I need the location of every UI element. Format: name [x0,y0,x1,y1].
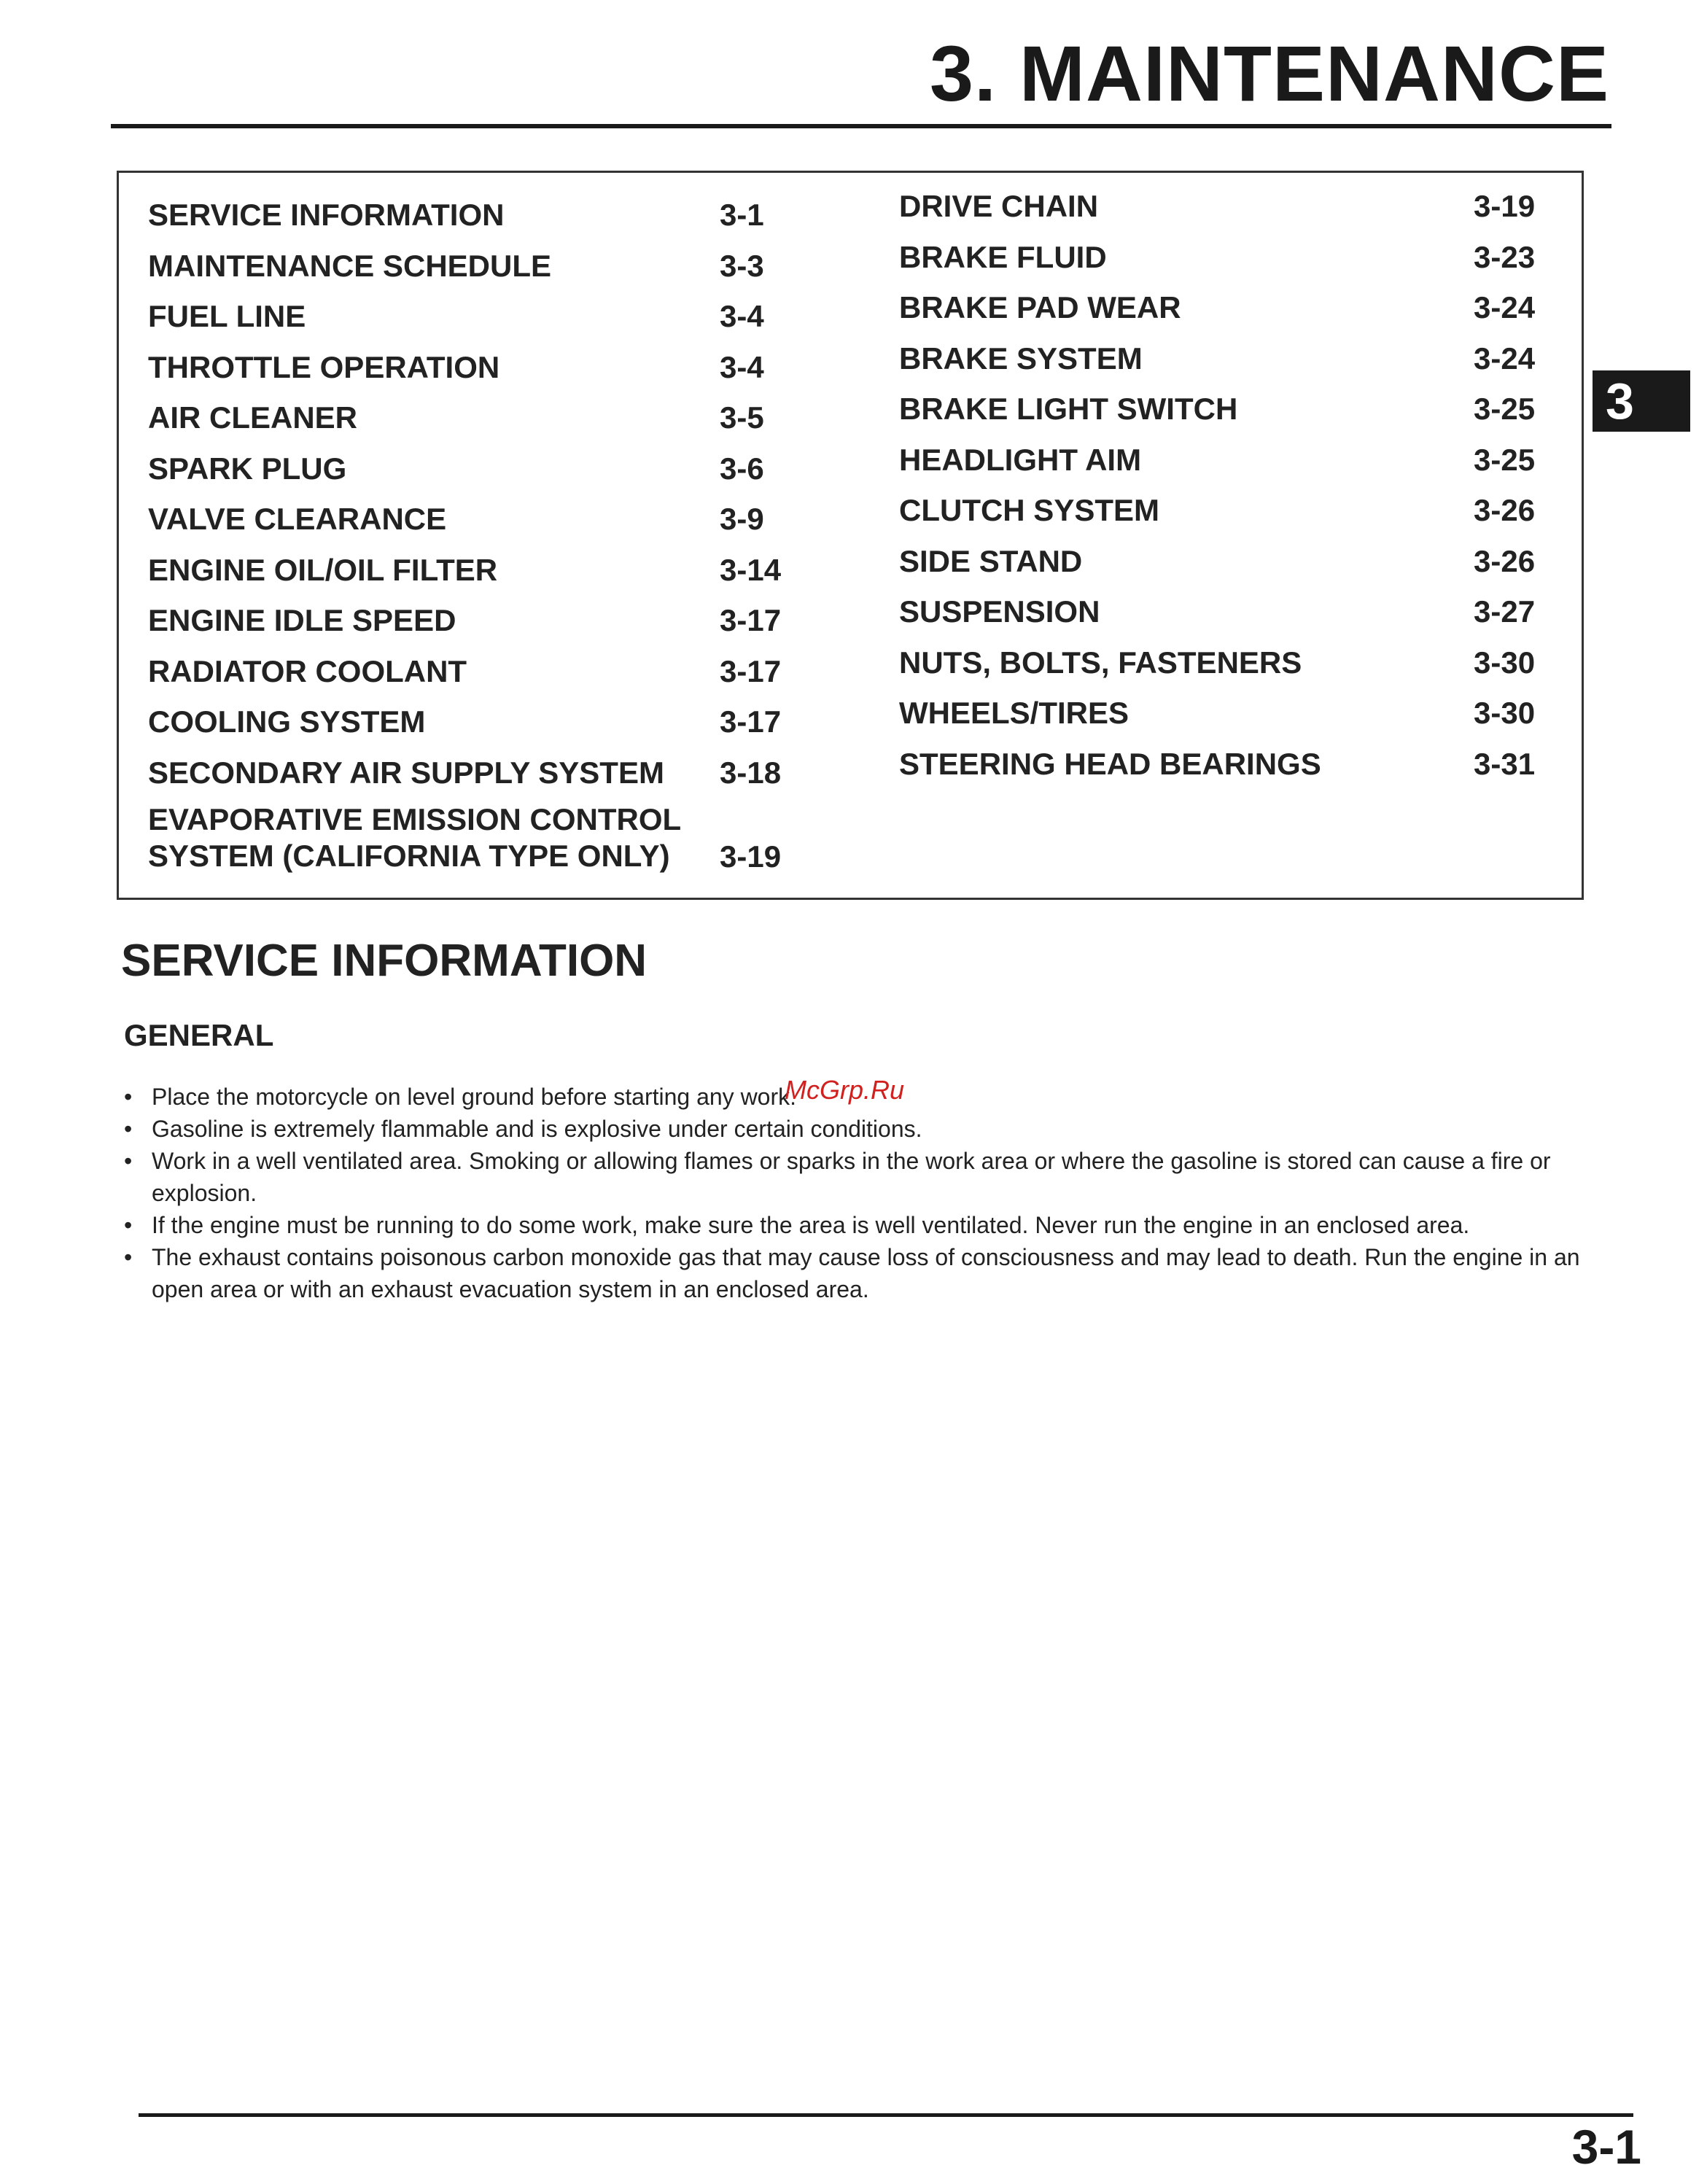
toc-entry[interactable] [899,739,1541,790]
toc-entry[interactable] [899,688,1541,739]
table-of-contents [117,171,1584,900]
watermark: McGrp.Ru [785,1075,905,1105]
toc-entry-label: STEERING HEAD BEARINGS [899,746,1321,781]
toc-entry-page: 3-19 [1474,189,1536,223]
toc-entry-label: SUSPENSION [899,594,1100,629]
toc-entry-page: 3-17 [720,653,782,688]
toc-entry[interactable] [899,435,1541,486]
toc-entry-label: DRIVE CHAIN [899,189,1099,223]
toc-entry-label: SERVICE INFORMATION [148,198,505,232]
toc-entry[interactable] [148,798,804,879]
list-item-text: Work in a well ventilated area. Smoking or allowing flames or sparks in the work area or where the gasoline is stored can cause a fire or explosion. [152,1148,1551,1206]
toc-entry[interactable] [899,537,1541,588]
toc-entry[interactable] [899,587,1541,638]
toc-entry-page: 3-30 [1474,645,1536,680]
toc-entry[interactable] [899,283,1541,334]
bullet-icon: • [124,1148,133,1174]
toc-column-left [148,190,804,879]
toc-entry-page: 3-27 [1474,594,1536,629]
toc-entry-label: HEADLIGHT AIM [899,442,1142,477]
toc-entry-page: 3-24 [1474,341,1536,376]
toc-entry-page: 3-31 [1474,746,1536,781]
toc-entry[interactable] [899,182,1541,233]
general-notes-list [124,1081,1590,1305]
toc-entry[interactable] [148,596,804,647]
toc-entry-label: SECONDARY AIR SUPPLY SYSTEM [148,755,664,790]
section-heading: SERVICE INFORMATION [121,936,648,986]
toc-entry[interactable] [899,486,1541,537]
bullet-icon: • [124,1116,133,1142]
toc-entry-page: 3-26 [1474,493,1536,527]
toc-entry[interactable] [148,190,804,241]
bullet-icon: • [124,1084,133,1110]
toc-entry-label: BRAKE SYSTEM [899,341,1143,376]
toc-column-right [899,182,1541,790]
toc-entry[interactable] [148,444,804,495]
toc-entry[interactable] [148,393,804,444]
toc-entry-label: ENGINE OIL/OIL FILTER [148,552,498,587]
toc-entry-label-line2: SYSTEM (CALIFORNIA TYPE ONLY) [148,839,670,873]
toc-entry-label: ENGINE IDLE SPEED [148,603,456,637]
toc-entry-label: BRAKE FLUID [899,239,1107,274]
toc-entry-page: 3-14 [720,552,782,587]
toc-entry-label: RADIATOR COOLANT [148,653,467,688]
toc-entry-label: AIR CLEANER [148,400,358,435]
toc-entry-label: BRAKE PAD WEAR [899,290,1181,325]
toc-entry-page: 3-30 [1474,696,1536,730]
chapter-title: 3. MAINTENANCE [929,29,1609,117]
toc-entry-label-line1: EVAPORATIVE EMISSION CONTROL [148,802,682,836]
toc-entry-page: 3-9 [720,502,764,536]
toc-entry-label: THROTTLE OPERATION [148,349,500,384]
title-divider [111,124,1611,128]
bullet-icon: • [124,1244,133,1270]
toc-entry-label: NUTS, BOLTS, FASTENERS [899,645,1302,680]
list-item-text: Gasoline is extremely flammable and is explosive under certain conditions. [152,1116,922,1142]
toc-entry-label: SIDE STAND [899,543,1083,578]
toc-entry-page: 3-1 [720,198,764,232]
toc-entry-label: COOLING SYSTEM [148,704,426,739]
toc-entry-page: 3-6 [720,451,764,486]
toc-entry[interactable] [148,241,804,292]
toc-entry-page: 3-19 [720,839,782,874]
page-number: 3-1 [1571,2120,1641,2174]
bullet-icon: • [124,1212,133,1238]
list-item [124,1145,1590,1209]
toc-entry-page: 3-26 [1474,543,1536,578]
list-item-text: The exhaust contains poisonous carbon monoxide gas that may cause loss of consciousness and may lead to death. Run the engine in an open area or with an exhaust evacuation system in an enclosed area. [152,1244,1580,1302]
toc-entry[interactable] [899,638,1541,689]
toc-entry-label: BRAKE LIGHT SWITCH [899,392,1238,426]
list-item-text: If the engine must be running to do some work, make sure the area is well ventilated. Never run the engine in an enclosed area. [152,1212,1470,1238]
list-item [124,1241,1590,1305]
list-item [124,1209,1590,1241]
toc-entry-label [148,801,681,874]
toc-entry-label: VALVE CLEARANCE [148,502,447,536]
toc-entry[interactable] [148,343,804,394]
toc-entry-page: 3-18 [720,755,782,790]
list-item-text: Place the motorcycle on level ground before starting any work. [152,1084,797,1110]
toc-entry-page: 3-25 [1474,442,1536,477]
toc-entry[interactable] [148,494,804,545]
list-item [124,1113,1590,1145]
toc-entry[interactable] [899,233,1541,284]
toc-entry-label: FUEL LINE [148,299,306,333]
sub-heading: GENERAL [124,1018,274,1052]
toc-entry-page: 3-23 [1474,239,1536,274]
toc-entry-label: SPARK PLUG [148,451,347,486]
toc-entry-page: 3-17 [720,704,782,739]
footer-divider [139,2113,1633,2117]
toc-entry-label: CLUTCH SYSTEM [899,493,1159,527]
toc-entry-page: 3-4 [720,299,764,333]
toc-entry-page: 3-4 [720,349,764,384]
toc-entry[interactable] [899,384,1541,435]
toc-entry-page: 3-24 [1474,290,1536,325]
toc-entry-page: 3-25 [1474,392,1536,426]
toc-entry[interactable] [148,545,804,596]
toc-entry-label: MAINTENANCE SCHEDULE [148,248,552,283]
toc-entry-page: 3-5 [720,400,764,435]
toc-entry[interactable] [899,334,1541,385]
toc-entry-page: 3-3 [720,248,764,283]
toc-entry-page: 3-17 [720,603,782,637]
toc-entry[interactable] [148,697,804,748]
toc-entry-label: WHEELS/TIRES [899,696,1129,730]
toc-entry[interactable] [148,292,804,343]
toc-entry[interactable] [148,748,804,799]
chapter-tab: 3 [1593,370,1690,432]
toc-entry[interactable] [148,647,804,698]
